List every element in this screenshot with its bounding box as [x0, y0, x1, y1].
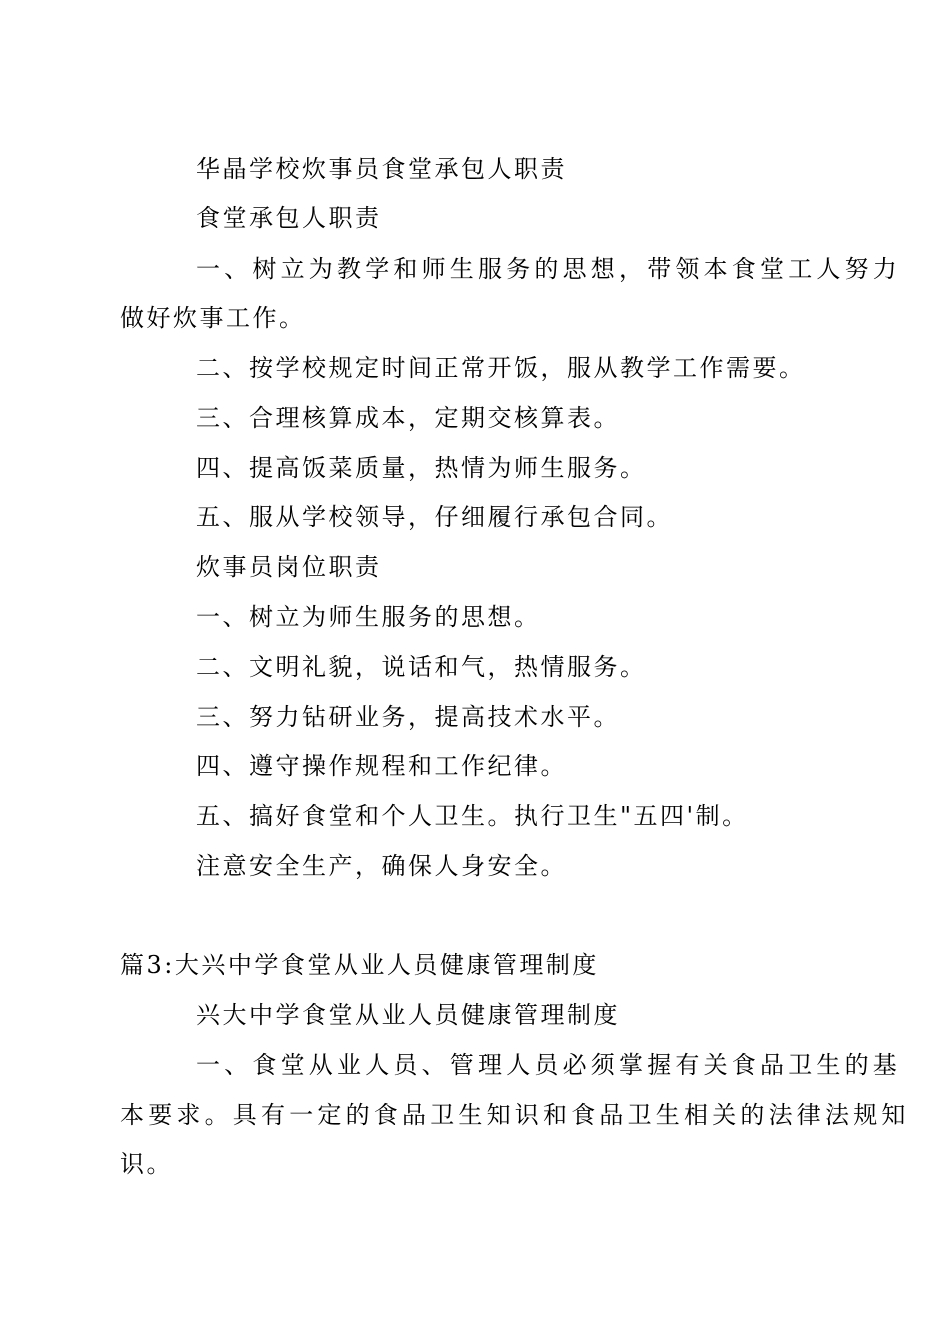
- paragraph-line: 二、文明礼貌，说话和气，热情服务。: [196, 653, 647, 681]
- paragraph-line: 五、搞好食堂和个人卫生。执行卫生"五四'制。: [196, 802, 749, 830]
- section-heading-contractor: 食堂承包人职责: [196, 204, 382, 232]
- paragraph-line: 本要求。具有一定的食品卫生知识和食品卫生相关的法律法规知: [120, 1101, 910, 1129]
- section-heading-cook: 炊事员岗位职责: [196, 553, 382, 581]
- paragraph-line: 一、食堂从业人员、管理人员必须掌握有关食品卫生的基: [196, 1051, 901, 1079]
- paragraph-line: 三、合理核算成本，定期交核算表。: [196, 404, 620, 432]
- paragraph-line: 注意安全生产，确保人身安全。: [196, 852, 567, 880]
- chapter-heading: 篇3:大兴中学食堂从业人员健康管理制度: [120, 951, 599, 979]
- paragraph-line: 二、按学校规定时间正常开饭，服从教学工作需要。: [196, 354, 806, 382]
- paragraph-line: 五、服从学校领导，仔细履行承包合同。: [196, 503, 673, 531]
- paragraph-line: 四、遵守操作规程和工作纪律。: [196, 752, 567, 780]
- paragraph-line: 四、提高饭菜质量，热情为师生服务。: [196, 454, 647, 482]
- section-title-health: 兴大中学食堂从业人员健康管理制度: [196, 1001, 620, 1029]
- paragraph-line: 一、树立为教学和师生服务的思想，带领本食堂工人努力: [196, 255, 901, 283]
- document-title: 华晶学校炊事员食堂承包人职责: [196, 155, 567, 183]
- paragraph-line: 识。: [120, 1150, 173, 1178]
- paragraph-line: 一、树立为师生服务的思想。: [196, 603, 541, 631]
- paragraph-line: 做好炊事工作。: [120, 304, 306, 332]
- paragraph-line: 三、努力钻研业务，提高技术水平。: [196, 703, 620, 731]
